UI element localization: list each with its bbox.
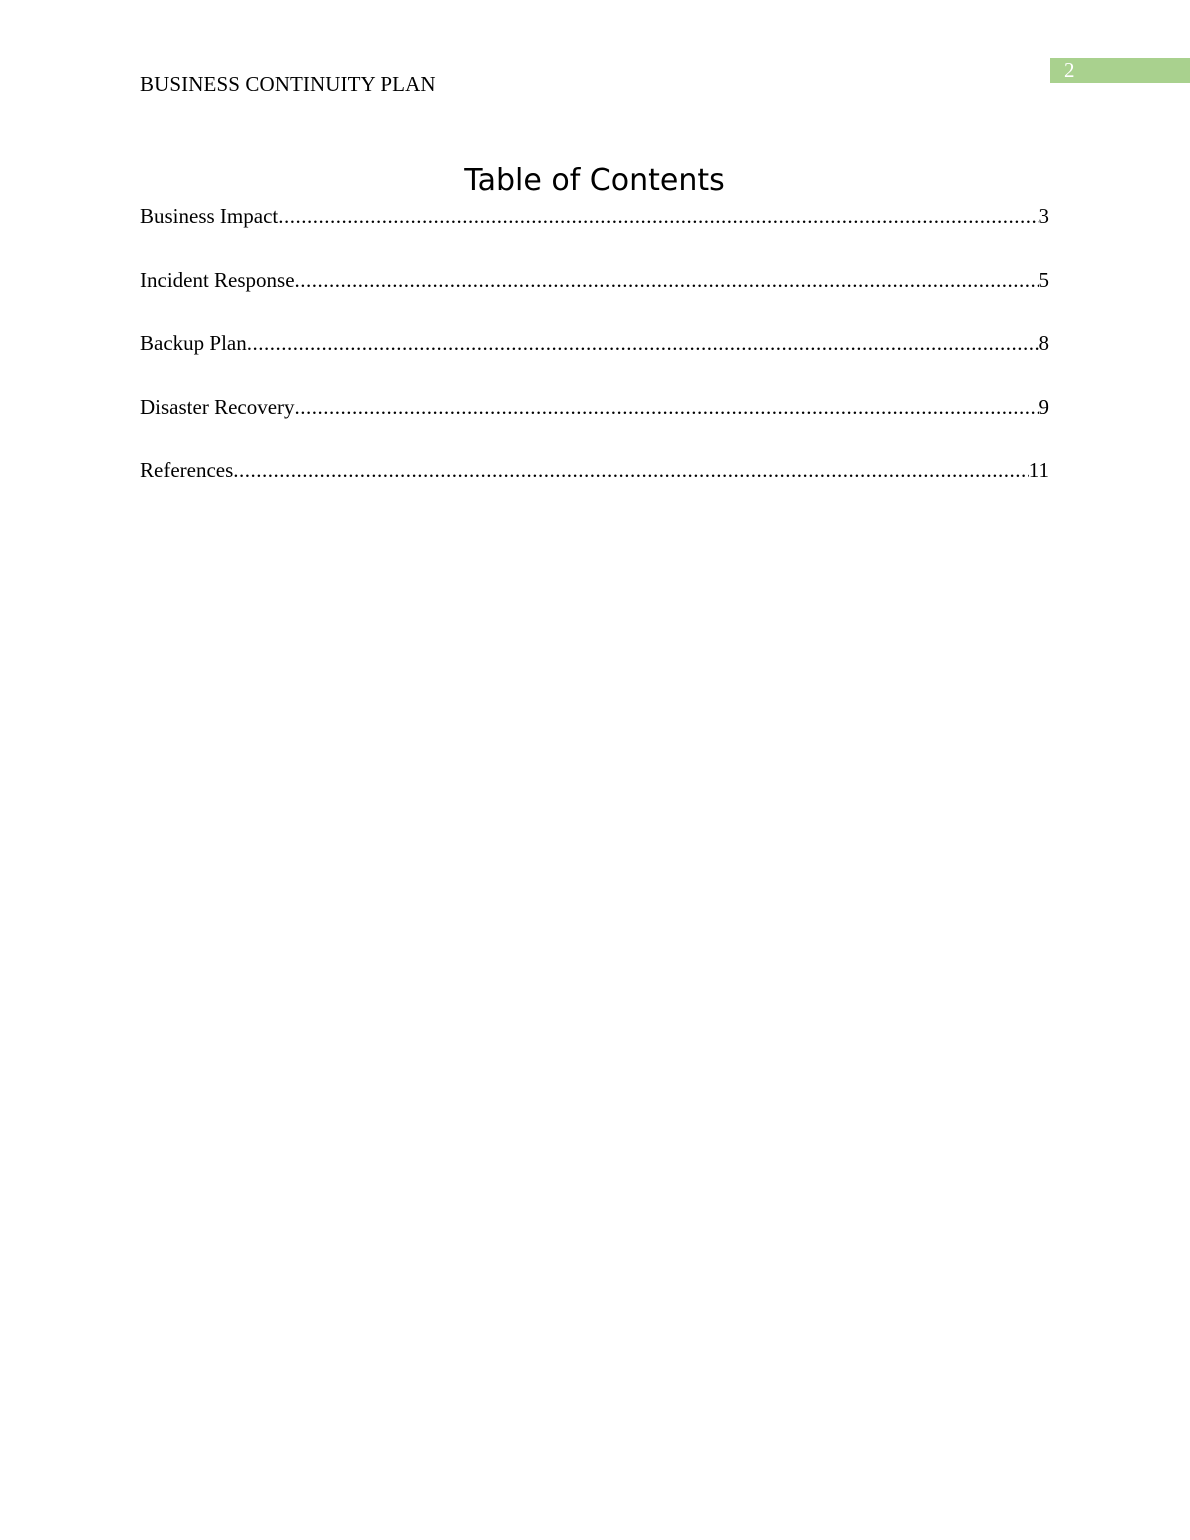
toc-entry-page: 8 xyxy=(1038,331,1049,355)
toc-entry-label: Incident Response xyxy=(140,267,295,292)
toc-title: Table of Contents xyxy=(464,163,725,198)
toc-entry-page: 5 xyxy=(1038,267,1049,292)
toc-entry-label: Disaster Recovery xyxy=(140,394,295,419)
toc-dot-leader xyxy=(233,455,1028,485)
toc-entry-incident-response[interactable] xyxy=(140,265,1049,329)
toc-list xyxy=(140,201,1049,519)
page-number: 2 xyxy=(1064,58,1075,82)
toc-dot-leader xyxy=(247,328,1039,358)
toc-dot-leader xyxy=(278,201,1038,231)
toc-entry-references[interactable] xyxy=(140,455,1049,519)
toc-entry-page: 9 xyxy=(1038,394,1049,419)
toc-entry-label: Business Impact xyxy=(140,204,279,228)
toc-entry-label: References xyxy=(140,458,234,482)
toc-entry-page: 3 xyxy=(1038,204,1049,228)
toc-dot-leader xyxy=(295,265,1039,295)
toc-entry-label: Backup Plan xyxy=(140,331,247,355)
toc-entry-disaster-recovery[interactable] xyxy=(140,392,1049,456)
toc-entry-backup-plan[interactable] xyxy=(140,328,1049,392)
toc-entry-page: 11 xyxy=(1028,458,1049,482)
toc-entry-business-impact[interactable] xyxy=(140,201,1049,265)
toc-dot-leader xyxy=(295,392,1039,422)
running-header: BUSINESS CONTINUITY PLAN xyxy=(140,72,436,96)
